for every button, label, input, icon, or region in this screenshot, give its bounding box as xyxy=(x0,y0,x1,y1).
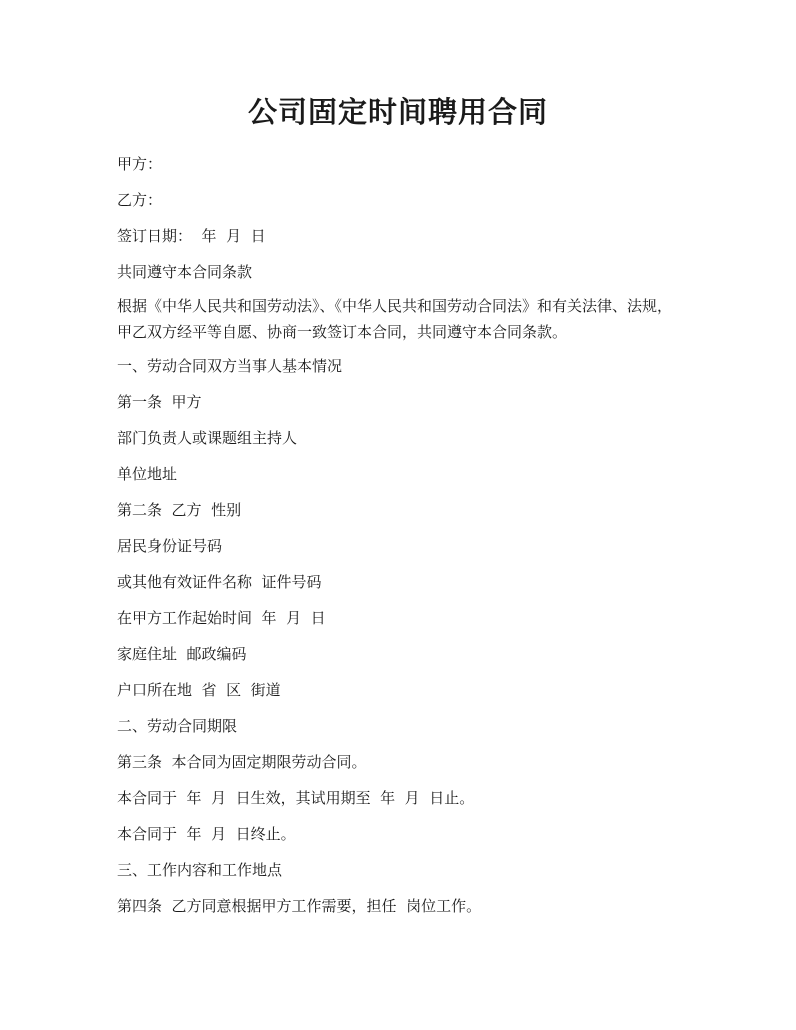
document-title: 公司固定时间聘用合同 xyxy=(247,95,548,129)
article-4-line: 第四条 乙方同意根据甲方工作需要，担任 岗位工作。 xyxy=(117,897,482,915)
household-registration-line: 户口所在地 省 区 街道 xyxy=(117,681,281,699)
section-heading-basic-info: 一、劳动合同双方当事人基本情况 xyxy=(117,357,343,375)
id-number-line: 居民身份证号码 xyxy=(117,537,223,555)
preamble-paragraph: 根据《中华人民共和国劳动法》、《中华人民共和国劳动合同法》和有关法律、法规，甲乙双方经平等自愿、协商一致签订本合同，共同遵守本合同条款。 xyxy=(117,297,673,341)
section-heading-contract-term: 二、劳动合同期限 xyxy=(117,717,238,735)
signing-date-line: 签订日期： 年 月 日 xyxy=(117,227,266,245)
party-a-line: 甲方： xyxy=(117,155,163,173)
home-address-line: 家庭住址 邮政编码 xyxy=(117,645,247,663)
other-id-line: 或其他有效证件名称 证件号码 xyxy=(117,573,322,591)
article-3-line: 第三条 本合同为固定期限劳动合同。 xyxy=(117,753,367,771)
article-2-party-b: 第二条 乙方 性别 xyxy=(117,501,242,519)
start-time-line: 在甲方工作起始时间 年 月 日 xyxy=(117,609,326,627)
article-1-party-a: 第一条 甲方 xyxy=(117,393,202,411)
party-b-line: 乙方： xyxy=(117,191,163,209)
comply-terms-line: 共同遵守本合同条款 xyxy=(117,263,253,281)
section-heading-work-content: 三、工作内容和工作地点 xyxy=(117,861,283,879)
document-body xyxy=(117,146,679,924)
unit-address-line: 单位地址 xyxy=(117,465,178,483)
effective-date-line: 本合同于 年 月 日生效，其试用期至 年 月 日止。 xyxy=(117,789,475,807)
department-head-line: 部门负责人或课题组主持人 xyxy=(117,429,298,447)
termination-date-line: 本合同于 年 月 日终止。 xyxy=(117,825,296,843)
